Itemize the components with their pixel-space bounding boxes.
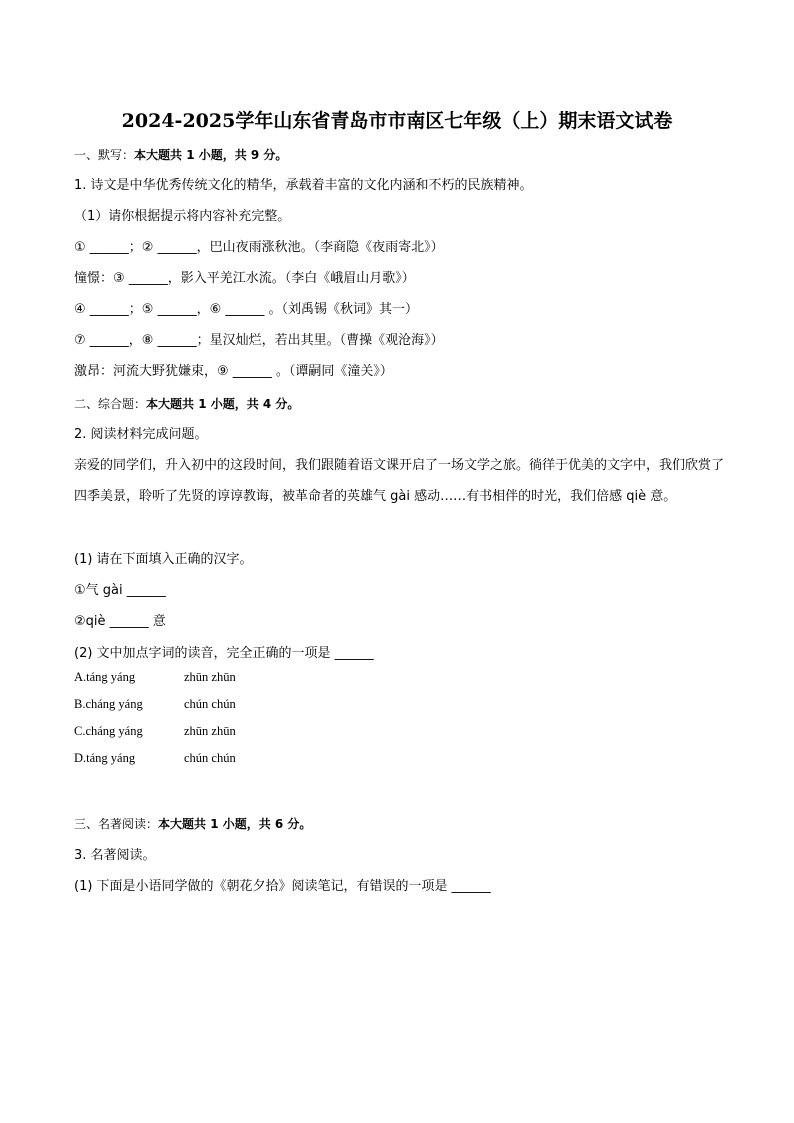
question-1-line-1: ① ______；② ______，巴山夜雨涨秋池。（李商隐《夜雨寄北》）	[74, 240, 444, 255]
section-1-heading	[74, 146, 287, 164]
section-2-heading	[74, 395, 299, 413]
option-b-left: B.cháng yáng	[74, 697, 143, 711]
question-3-stem: 3. 名著阅读。	[74, 848, 156, 863]
option-a-right: zhūn zhūn	[184, 670, 236, 684]
option-c-left: C.cháng yáng	[74, 724, 143, 738]
option-b-right: chún chún	[184, 697, 236, 711]
question-1-stem: 1. 诗文是中华优秀传统文化的精华，承载着丰富的文化内涵和不朽的民族精神。	[74, 178, 533, 193]
question-2-passage: 亲爱的同学们，升入初中的这段时间，我们跟随着语文课开启了一场文学之旅。徜徉于优美的文字中，我们欣赏了四季美景，聆听了先贤的谆谆教诲，被革命者的英雄气 gài 感动……有书相伴的时光，我们倍感 qiè 意。	[74, 458, 725, 504]
option-d-right: chún chún	[184, 751, 236, 765]
question-2-stem: 2. 阅读材料完成问题。	[74, 427, 208, 442]
question-1-line-5: 激昂：河流大野犹嫌束，⑨ ______ 。（谭嗣同《潼关》）	[74, 364, 393, 379]
section-1-prefix: 一、默写：	[74, 148, 135, 162]
option-c-right: zhūn zhūn	[184, 724, 236, 738]
section-3-heading	[74, 815, 311, 833]
question-2-fill-1: ①气 gài ______	[74, 583, 166, 598]
section-2-desc: 本大题共 1 小题，共 4 分。	[146, 397, 300, 411]
exam-title: 2024-2025学年山东省青岛市市南区七年级（上）期末语文试卷	[121, 110, 673, 132]
option-a-left: A.táng yáng	[74, 670, 136, 684]
question-1-line-2: 憧憬：③ ______，影入平羌江水流。（李白《峨眉山月歌》）	[74, 271, 415, 286]
question-2-fill-2: ②qiè ______ 意	[74, 614, 166, 629]
question-1-line-3: ④ ______；⑤ ______，⑥ ______ 。（刘禹锡《秋词》其一）	[74, 302, 418, 317]
section-3-desc: 本大题共 1 小题，共 6 分。	[158, 817, 312, 831]
section-3-prefix: 三、名著阅读：	[74, 817, 159, 831]
question-2-sub-1: (1) 请在下面填入正确的汉字。	[74, 552, 253, 567]
option-d	[74, 751, 236, 766]
question-2-sub-2: (2) 文中加点字词的读音，完全正确的一项是 ______	[74, 646, 374, 661]
option-a	[74, 670, 236, 685]
option-d-left: D.táng yáng	[74, 751, 136, 765]
question-1-sub-1: （1）请你根据提示将内容补充完整。	[74, 209, 291, 224]
section-1-desc: 本大题共 1 小题，共 9 分。	[134, 148, 288, 162]
section-2-prefix: 二、综合题：	[74, 397, 147, 411]
option-b	[74, 697, 236, 712]
question-3-sub-1: (1) 下面是小语同学做的《朝花夕拾》阅读笔记，有错误的一项是 ______	[74, 879, 491, 894]
option-c	[74, 724, 236, 739]
question-1-line-4: ⑦ ______，⑧ ______；星汉灿烂，若出其里。（曹操《观沧海》）	[74, 333, 444, 348]
